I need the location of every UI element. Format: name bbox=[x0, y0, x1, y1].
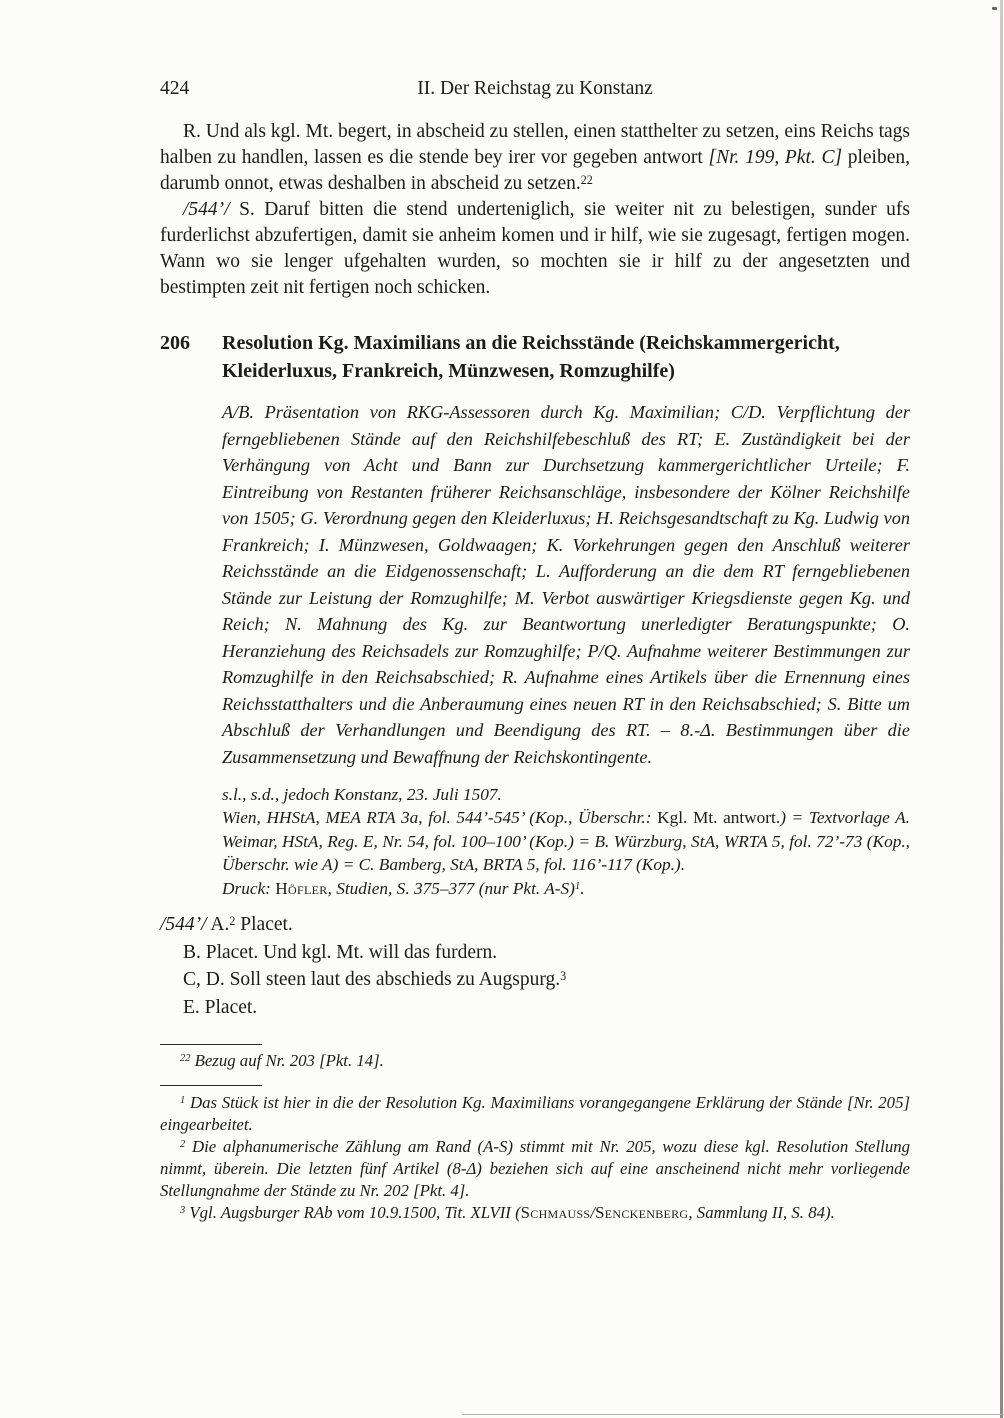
archive-sources: Wien, HHStA, MEA RTA 3a, fol. 544’-545’ (Kop., Überschr.: Kgl. Mt. antwort.) = Textvorlage A. Weimar, HStA, Reg. E, Nr. 54, fol. 100–100’ (Kop.) = B. Würzburg, StA, WRTA 5, fol. 72’-73 (Kop., Überschr. wie A) = C. Bamberg, StA, BRTA 5, fol. 116’-117 (Kop.). bbox=[222, 808, 910, 875]
paragraph-s: /544’/ S. Daruf bitten die stend underteniglich, sie weiter nit zu belestigen, sunder ufs furderlichst abzufertigen, damit sie anheim komen und ir hilf, wie sie zugesagt, fertigen mogen. Wann wo sie lenger ufgehalten wurden, so mochten sie ir hilf zu der angesetzten und bestimpten zeit nit fertigen noch schicken. bbox=[160, 199, 910, 298]
body-line-cd: C, D. Soll steen laut des abschieds zu Augspurg.$^3$ bbox=[183, 968, 567, 991]
page-number: 424 bbox=[160, 78, 190, 99]
footnote-separator bbox=[160, 1044, 262, 1045]
scan-speck bbox=[992, 7, 997, 10]
source-block bbox=[222, 783, 910, 900]
scan-bottom-edge bbox=[462, 1414, 1004, 1415]
body-line-b: B. Placet. Und kgl. Mt. will das furdern. bbox=[183, 941, 498, 963]
document-title: Resolution Kg. Maximilians an die Reichsstände (Reichskammergericht, Kleiderluxus, Frankreich, Münzwesen, Romzughilfe) bbox=[222, 332, 840, 382]
body-line-e: E. Placet. bbox=[183, 996, 258, 1018]
running-head bbox=[160, 78, 910, 104]
running-title: II. Der Reichstag zu Konstanz bbox=[417, 78, 653, 99]
date-line: s.l., s.d., jedoch Konstanz, 23. Juli 1507. bbox=[222, 785, 502, 804]
document-heading bbox=[160, 329, 910, 385]
print-reference: Druck: Höfler, Studien, S. 375–377 (nur Pkt. A-S)$^1$. bbox=[222, 878, 585, 898]
footnote-2: $^2$ Die alphanumerische Zählung am Rand (A-S) stimmt mit Nr. 205, wozu diese kgl. Resolution Stellung nimmt, überein. Die letzten fünf Artikel (8-Δ) beziehen sich auf eine anscheinend nicht mehr vorliegende Stellungnahme der Stände zu Nr. 202 [Pkt. 4]. bbox=[160, 1137, 910, 1201]
document-body bbox=[160, 911, 910, 1021]
footnote-22: $^{22}$ Bezug auf Nr. 203 [Pkt. 14]. bbox=[180, 1051, 384, 1071]
document-number: 206 bbox=[160, 332, 190, 354]
footnote-separator bbox=[160, 1085, 262, 1086]
body-line-a: /544’/ A.$^2$ Placet. bbox=[160, 913, 293, 936]
footnote-3: $^3$ Vgl. Augsburger RAb vom 10.9.1500, Tit. XLVII (Schmauss/Senckenberg, Sammlung II, S. 84). bbox=[180, 1203, 835, 1223]
document-summary: A/B. Präsentation von RKG-Assessoren durch Kg. Maximilian; C/D. Verpflichtung der ferngebliebenen Stände auf den Reichshilfebeschluß des RT; E. Zuständigkeit bei der Verhängung von Acht und Bann zur Durchsetzung kammergerichtlicher Urteile; F. Eintreibung von Restanten früherer Reichsanschläge, insbesondere der Kölner Reichshilfe von 1505; G. Verordnung gegen den Kleiderluxus; H. Reichsgesandtschaft zu Kg. Ludwig von Frankreich; I. Münzwesen, Goldwaagen; K. Vorkehrungen gegen den Anschluß weiterer Reichsstände an die Eidgenossenschaft; L. Aufforderung an die dem RT ferngebliebenen Stände zur Leistung der Romzughilfe; M. Verbot auswärtiger Kriegsdienste gegen Kg. und Reich; N. Mahnung des Kg. zur Beantwortung unerledigter Beratungspunkte; O. Heranziehung des Reichsadels zur Romzughilfe; P/Q. Aufnahme weiterer Bestimmungen zur Romzughilfe in den Reichsabschied; R. Aufnahme eines Artikels über die Ernennung eines Reichsstatthalters und die Anberaumung eines neuen RT in den Reichsabschied; S. Bitte um Abschluß der Verhandlungen und Beendigung des RT. – 8.-Δ. Bestimmungen über die Zusammensetzung und Bewaffnung der Reichskontingente. bbox=[222, 402, 910, 767]
footnote-1: $^1$ Das Stück ist hier in die der Resolution Kg. Maximilians vorangegangene Erklärung der Stände [Nr. 205] eingearbeitet. bbox=[160, 1093, 910, 1135]
paragraph-r: R. Und als kgl. Mt. begert, in abscheid zu stellen, einen statthelter zu setzen, eins Reichs tags halben zu handlen, lassen es die stende bey irer vor gegeben antwort [Nr. 199, Pkt. C] pleiben, darumb onnot, etwas deshalben in abscheid zu setzen.$^{22}$ bbox=[160, 121, 911, 194]
scan-right-edge bbox=[1000, 0, 1003, 1418]
